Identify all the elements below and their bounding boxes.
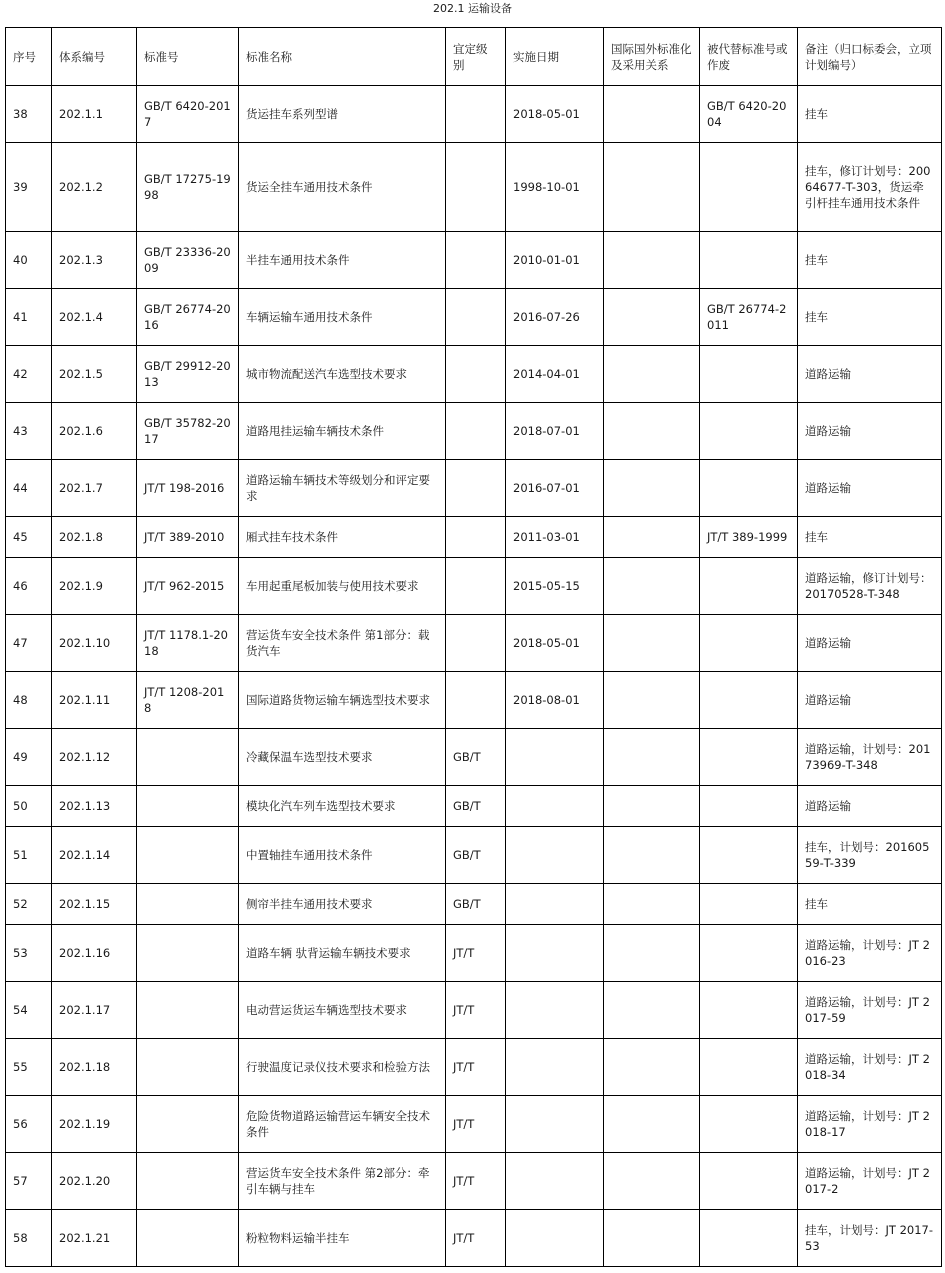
level-cell: JT/T [446, 1153, 506, 1210]
table-row [6, 86, 942, 143]
level-cell [446, 403, 506, 460]
system-code-cell: 202.1.16 [52, 925, 137, 982]
level-cell: GB/T [446, 786, 506, 827]
standards-table [5, 27, 942, 1267]
standard-name-cell: 厢式挂车技术条件 [239, 517, 446, 558]
intl-relation-cell [604, 982, 700, 1039]
remarks-cell: 道路运输，计划号：JT 2017-59 [798, 982, 942, 1039]
row-number-cell: 52 [6, 884, 52, 925]
intl-relation-cell [604, 517, 700, 558]
level-cell: GB/T [446, 827, 506, 884]
table-row [6, 143, 942, 232]
system-code-cell: 202.1.15 [52, 884, 137, 925]
standard-number-cell: GB/T 23336-2009 [137, 232, 239, 289]
system-code-cell: 202.1.7 [52, 460, 137, 517]
row-number-cell: 45 [6, 517, 52, 558]
row-number-cell: 42 [6, 346, 52, 403]
system-code-cell: 202.1.1 [52, 86, 137, 143]
intl-relation-cell [604, 403, 700, 460]
intl-relation-cell [604, 729, 700, 786]
system-code-cell: 202.1.12 [52, 729, 137, 786]
header-cell: 被代替标准号或作废 [700, 28, 798, 86]
replaced-standard-cell [700, 346, 798, 403]
header-cell: 体系编号 [52, 28, 137, 86]
standard-number-cell: JT/T 962-2015 [137, 558, 239, 615]
system-code-cell: 202.1.9 [52, 558, 137, 615]
table-row [6, 982, 942, 1039]
intl-relation-cell [604, 1096, 700, 1153]
effective-date-cell: 2016-07-01 [506, 460, 604, 517]
row-number-cell: 39 [6, 143, 52, 232]
level-cell [446, 143, 506, 232]
intl-relation-cell [604, 232, 700, 289]
standard-number-cell: JT/T 1178.1-2018 [137, 615, 239, 672]
remarks-cell: 道路运输 [798, 615, 942, 672]
row-number-cell: 46 [6, 558, 52, 615]
intl-relation-cell [604, 86, 700, 143]
remarks-cell: 道路运输 [798, 786, 942, 827]
replaced-standard-cell [700, 403, 798, 460]
row-number-cell: 58 [6, 1210, 52, 1267]
remarks-cell: 道路运输，计划号：JT 2016-23 [798, 925, 942, 982]
row-number-cell: 51 [6, 827, 52, 884]
level-cell [446, 558, 506, 615]
remarks-cell: 挂车，计划号：JT 2017-53 [798, 1210, 942, 1267]
replaced-standard-cell [700, 884, 798, 925]
remarks-cell: 挂车 [798, 517, 942, 558]
level-cell: GB/T [446, 884, 506, 925]
standard-number-cell [137, 729, 239, 786]
intl-relation-cell [604, 558, 700, 615]
replaced-standard-cell [700, 1210, 798, 1267]
header-cell: 标准号 [137, 28, 239, 86]
effective-date-cell: 2011-03-01 [506, 517, 604, 558]
table-row [6, 1039, 942, 1096]
remarks-cell: 挂车 [798, 884, 942, 925]
table-row [6, 460, 942, 517]
standard-number-cell: JT/T 198-2016 [137, 460, 239, 517]
level-cell: JT/T [446, 925, 506, 982]
remarks-cell: 道路运输，计划号：JT 2018-17 [798, 1096, 942, 1153]
system-code-cell: 202.1.17 [52, 982, 137, 1039]
standard-number-cell: GB/T 26774-2016 [137, 289, 239, 346]
table-row [6, 1153, 942, 1210]
effective-date-cell: 2016-07-26 [506, 289, 604, 346]
intl-relation-cell [604, 460, 700, 517]
table-row [6, 232, 942, 289]
row-number-cell: 48 [6, 672, 52, 729]
remarks-cell: 道路运输，计划号：20173969-T-348 [798, 729, 942, 786]
table-row [6, 517, 942, 558]
table-row [6, 1210, 942, 1267]
level-cell: JT/T [446, 982, 506, 1039]
intl-relation-cell [604, 925, 700, 982]
intl-relation-cell [604, 615, 700, 672]
intl-relation-cell [604, 1153, 700, 1210]
standard-number-cell: GB/T 35782-2017 [137, 403, 239, 460]
table-row [6, 289, 942, 346]
system-code-cell: 202.1.4 [52, 289, 137, 346]
replaced-standard-cell [700, 558, 798, 615]
effective-date-cell: 2018-07-01 [506, 403, 604, 460]
table-row [6, 925, 942, 982]
effective-date-cell [506, 1210, 604, 1267]
level-cell: GB/T [446, 729, 506, 786]
standard-name-cell: 道路车辆 驮背运输车辆技术要求 [239, 925, 446, 982]
table-row [6, 558, 942, 615]
standard-number-cell [137, 827, 239, 884]
header-cell: 序号 [6, 28, 52, 86]
effective-date-cell: 1998-10-01 [506, 143, 604, 232]
replaced-standard-cell [700, 827, 798, 884]
system-code-cell: 202.1.6 [52, 403, 137, 460]
row-number-cell: 54 [6, 982, 52, 1039]
table-row [6, 346, 942, 403]
row-number-cell: 49 [6, 729, 52, 786]
table-row [6, 1096, 942, 1153]
replaced-standard-cell [700, 672, 798, 729]
standard-number-cell: GB/T 6420-2017 [137, 86, 239, 143]
table-row [6, 403, 942, 460]
remarks-cell: 挂车 [798, 232, 942, 289]
level-cell [446, 672, 506, 729]
replaced-standard-cell [700, 729, 798, 786]
replaced-standard-cell: GB/T 6420-2004 [700, 86, 798, 143]
row-number-cell: 55 [6, 1039, 52, 1096]
remarks-cell: 挂车 [798, 289, 942, 346]
level-cell: JT/T [446, 1096, 506, 1153]
effective-date-cell [506, 786, 604, 827]
intl-relation-cell [604, 884, 700, 925]
standard-number-cell [137, 1039, 239, 1096]
effective-date-cell [506, 729, 604, 786]
effective-date-cell [506, 1039, 604, 1096]
standard-name-cell: 国际道路货物运输车辆选型技术要求 [239, 672, 446, 729]
intl-relation-cell [604, 786, 700, 827]
remarks-cell: 道路运输 [798, 460, 942, 517]
system-code-cell: 202.1.20 [52, 1153, 137, 1210]
remarks-cell: 道路运输 [798, 672, 942, 729]
table-row [6, 729, 942, 786]
replaced-standard-cell [700, 232, 798, 289]
standard-name-cell: 侧帘半挂车通用技术要求 [239, 884, 446, 925]
system-code-cell: 202.1.10 [52, 615, 137, 672]
standard-name-cell: 车辆运输车通用技术条件 [239, 289, 446, 346]
replaced-standard-cell [700, 1039, 798, 1096]
replaced-standard-cell [700, 1153, 798, 1210]
effective-date-cell: 2014-04-01 [506, 346, 604, 403]
system-code-cell: 202.1.19 [52, 1096, 137, 1153]
row-number-cell: 53 [6, 925, 52, 982]
remarks-cell: 道路运输，计划号：JT 2018-34 [798, 1039, 942, 1096]
effective-date-cell [506, 884, 604, 925]
row-number-cell: 40 [6, 232, 52, 289]
effective-date-cell: 2018-08-01 [506, 672, 604, 729]
replaced-standard-cell [700, 460, 798, 517]
replaced-standard-cell [700, 1096, 798, 1153]
standard-name-cell: 营运货车安全技术条件 第1部分：载货汽车 [239, 615, 446, 672]
effective-date-cell: 2010-01-01 [506, 232, 604, 289]
level-cell [446, 289, 506, 346]
standard-number-cell: JT/T 389-2010 [137, 517, 239, 558]
replaced-standard-cell: GB/T 26774-2011 [700, 289, 798, 346]
intl-relation-cell [604, 827, 700, 884]
standard-number-cell: JT/T 1208-2018 [137, 672, 239, 729]
remarks-cell: 道路运输 [798, 346, 942, 403]
replaced-standard-cell [700, 786, 798, 827]
row-number-cell: 41 [6, 289, 52, 346]
system-code-cell: 202.1.14 [52, 827, 137, 884]
effective-date-cell: 2015-05-15 [506, 558, 604, 615]
level-cell [446, 232, 506, 289]
standard-number-cell [137, 884, 239, 925]
standard-number-cell [137, 1153, 239, 1210]
remarks-cell: 道路运输 [798, 403, 942, 460]
effective-date-cell [506, 827, 604, 884]
intl-relation-cell [604, 289, 700, 346]
effective-date-cell [506, 1096, 604, 1153]
standard-number-cell [137, 1096, 239, 1153]
standard-number-cell [137, 925, 239, 982]
standard-name-cell: 半挂车通用技术条件 [239, 232, 446, 289]
standard-name-cell: 粉粒物料运输半挂车 [239, 1210, 446, 1267]
header-cell: 备注（归口标委会，立项计划编号） [798, 28, 942, 86]
standard-name-cell: 危险货物道路运输营运车辆安全技术条件 [239, 1096, 446, 1153]
header-cell: 宜定级别 [446, 28, 506, 86]
effective-date-cell [506, 982, 604, 1039]
standard-number-cell [137, 1210, 239, 1267]
row-number-cell: 38 [6, 86, 52, 143]
table-header-row [6, 28, 942, 86]
replaced-standard-cell [700, 143, 798, 232]
system-code-cell: 202.1.5 [52, 346, 137, 403]
standard-name-cell: 道路运输车辆技术等级划分和评定要求 [239, 460, 446, 517]
header-cell: 国际国外标准化及采用关系 [604, 28, 700, 86]
standard-name-cell: 电动营运货运车辆选型技术要求 [239, 982, 446, 1039]
level-cell [446, 460, 506, 517]
table-row [6, 884, 942, 925]
standard-number-cell [137, 786, 239, 827]
remarks-cell: 挂车 [798, 86, 942, 143]
row-number-cell: 43 [6, 403, 52, 460]
standard-number-cell: GB/T 29912-2013 [137, 346, 239, 403]
row-number-cell: 50 [6, 786, 52, 827]
page-title: 202.1 运输设备 [433, 2, 512, 15]
remarks-cell: 挂车，计划号：20160559-T-339 [798, 827, 942, 884]
standard-name-cell: 中置轴挂车通用技术条件 [239, 827, 446, 884]
standard-name-cell: 货运挂车系列型谱 [239, 86, 446, 143]
header-cell: 实施日期 [506, 28, 604, 86]
standard-name-cell: 道路甩挂运输车辆技术条件 [239, 403, 446, 460]
row-number-cell: 44 [6, 460, 52, 517]
remarks-cell: 道路运输，计划号：JT 2017-2 [798, 1153, 942, 1210]
table-row [6, 827, 942, 884]
intl-relation-cell [604, 346, 700, 403]
standard-name-cell: 车用起重尾板加装与使用技术要求 [239, 558, 446, 615]
standard-name-cell: 冷藏保温车选型技术要求 [239, 729, 446, 786]
intl-relation-cell [604, 672, 700, 729]
level-cell [446, 346, 506, 403]
replaced-standard-cell [700, 925, 798, 982]
standard-number-cell: GB/T 17275-1998 [137, 143, 239, 232]
intl-relation-cell [604, 1039, 700, 1096]
level-cell: JT/T [446, 1210, 506, 1267]
effective-date-cell: 2018-05-01 [506, 615, 604, 672]
intl-relation-cell [604, 1210, 700, 1267]
header-cell: 标准名称 [239, 28, 446, 86]
standard-name-cell: 模块化汽车列车选型技术要求 [239, 786, 446, 827]
table-row [6, 672, 942, 729]
system-code-cell: 202.1.8 [52, 517, 137, 558]
standard-name-cell: 营运货车安全技术条件 第2部分：牵引车辆与挂车 [239, 1153, 446, 1210]
level-cell [446, 86, 506, 143]
level-cell: JT/T [446, 1039, 506, 1096]
system-code-cell: 202.1.21 [52, 1210, 137, 1267]
row-number-cell: 47 [6, 615, 52, 672]
replaced-standard-cell [700, 982, 798, 1039]
standard-name-cell: 行驶温度记录仪技术要求和检验方法 [239, 1039, 446, 1096]
table-row [6, 615, 942, 672]
effective-date-cell [506, 925, 604, 982]
standard-number-cell [137, 982, 239, 1039]
row-number-cell: 56 [6, 1096, 52, 1153]
standard-name-cell: 货运全挂车通用技术条件 [239, 143, 446, 232]
intl-relation-cell [604, 143, 700, 232]
system-code-cell: 202.1.3 [52, 232, 137, 289]
level-cell [446, 517, 506, 558]
standard-name-cell: 城市物流配送汽车选型技术要求 [239, 346, 446, 403]
remarks-cell: 挂车，修订计划号：20064677-T-303，货运牵引杆挂车通用技术条件 [798, 143, 942, 232]
replaced-standard-cell [700, 615, 798, 672]
level-cell [446, 615, 506, 672]
system-code-cell: 202.1.11 [52, 672, 137, 729]
effective-date-cell: 2018-05-01 [506, 86, 604, 143]
table-row [6, 786, 942, 827]
remarks-cell: 道路运输，修订计划号：20170528-T-348 [798, 558, 942, 615]
row-number-cell: 57 [6, 1153, 52, 1210]
replaced-standard-cell: JT/T 389-1999 [700, 517, 798, 558]
effective-date-cell [506, 1153, 604, 1210]
system-code-cell: 202.1.13 [52, 786, 137, 827]
system-code-cell: 202.1.18 [52, 1039, 137, 1096]
system-code-cell: 202.1.2 [52, 143, 137, 232]
